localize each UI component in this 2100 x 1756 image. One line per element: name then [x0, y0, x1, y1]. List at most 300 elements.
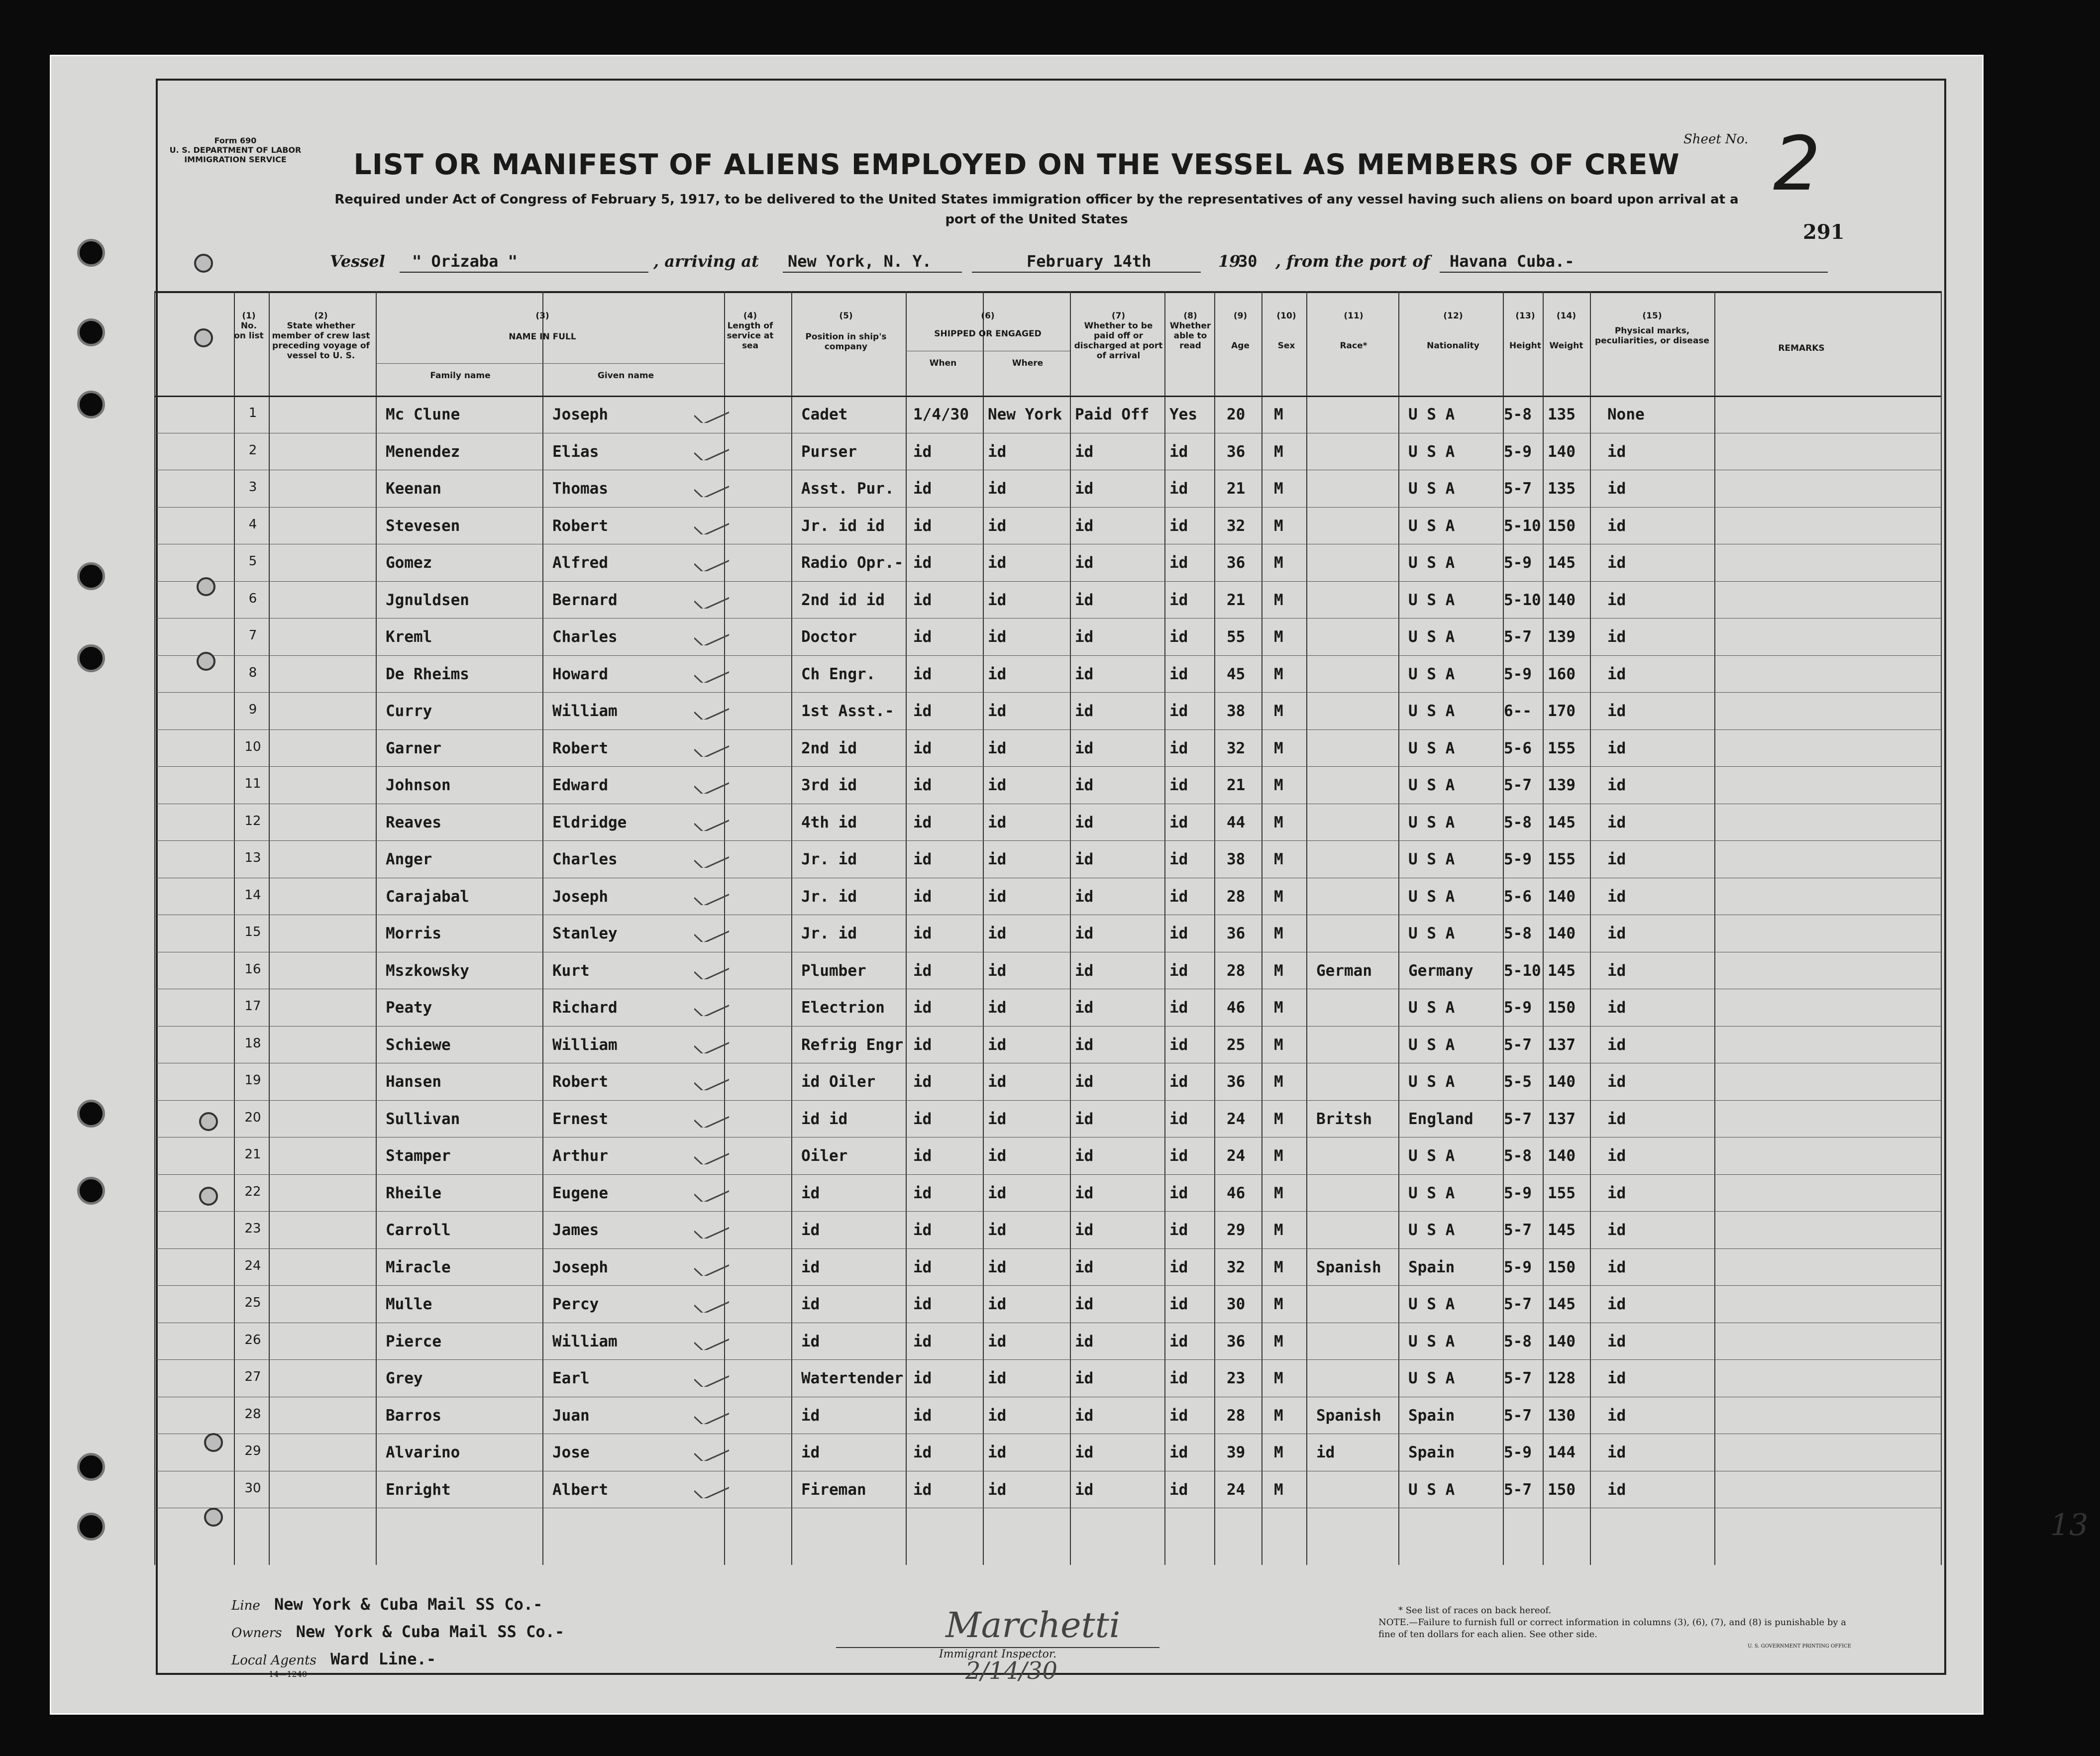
cell-shipped-where: id	[988, 850, 1007, 868]
cell-age: 21	[1227, 480, 1246, 498]
cell-weight: 137	[1548, 1110, 1575, 1128]
punch-hole	[77, 644, 105, 672]
from-port-label: , from the port of	[1275, 252, 1430, 271]
cell-nationality: U S A	[1408, 665, 1455, 683]
department-name: U. S. DEPARTMENT OF LABOR	[169, 145, 302, 155]
cell-able-to-read: id	[1169, 1369, 1188, 1387]
cell-position: Purser	[801, 442, 857, 461]
cell-height: 5-7	[1504, 1035, 1532, 1054]
cell-paid-off: id	[1075, 887, 1094, 906]
col-nationality-header: (12) Nationality	[1427, 311, 1479, 351]
cell-given-name: Charles	[552, 628, 618, 646]
row-divider	[154, 1100, 1941, 1101]
cell-nationality: U S A	[1408, 702, 1455, 720]
cell-shipped-when: id	[913, 776, 932, 794]
cell-physical-marks: id	[1607, 1147, 1626, 1165]
cell-shipped-where: id	[988, 1073, 1007, 1091]
check-mark	[694, 1246, 729, 1276]
row-divider	[154, 840, 1941, 841]
row-divider	[154, 655, 1941, 656]
cell-position: Plumber	[801, 961, 866, 980]
col-height-header: (13) Height	[1509, 311, 1541, 351]
cell-weight: 145	[1548, 813, 1575, 831]
punch-hole	[197, 652, 215, 671]
cell-weight: 140	[1548, 442, 1575, 461]
cell-able-to-read: id	[1169, 442, 1188, 461]
cell-height: 5-8	[1504, 1147, 1532, 1165]
cell-height: 5-7	[1504, 480, 1532, 498]
check-mark	[694, 727, 729, 757]
cell-weight: 170	[1548, 702, 1575, 720]
check-mark	[694, 986, 729, 1016]
cell-physical-marks: id	[1607, 739, 1626, 757]
cell-height: 5-7	[1504, 1480, 1532, 1499]
arriving-label: , arriving at	[653, 252, 759, 271]
cell-nationality: U S A	[1408, 1073, 1455, 1091]
row-divider	[154, 1359, 1941, 1360]
punch-hole	[77, 318, 105, 346]
cell-height: 6--	[1504, 702, 1532, 720]
cell-family-name: Peaty	[386, 999, 432, 1017]
cell-height: 5-8	[1504, 406, 1532, 423]
cell-nationality: U S A	[1408, 1369, 1455, 1387]
cell-given-name: Kurt	[552, 961, 590, 980]
column-divider	[376, 291, 377, 1565]
cell-sex: M	[1274, 1406, 1283, 1425]
cell-family-name: Carroll	[386, 1221, 451, 1239]
arriving-port: New York, N. Y.	[788, 252, 932, 271]
cell-sex: M	[1274, 591, 1283, 609]
cell-sex: M	[1274, 480, 1283, 498]
cell-weight: 160	[1548, 665, 1575, 683]
cell-physical-marks: id	[1607, 1184, 1626, 1202]
cell-paid-off: id	[1075, 961, 1094, 980]
cell-physical-marks: None	[1607, 406, 1645, 423]
col-weight-header: (14) Weight	[1549, 311, 1583, 351]
cell-given-name: Earl	[552, 1369, 590, 1387]
cell-sex: M	[1274, 1369, 1283, 1387]
cell-shipped-where: id	[988, 1295, 1007, 1313]
cell-nationality: U S A	[1408, 516, 1455, 535]
cell-physical-marks: id	[1607, 1480, 1626, 1499]
cell-sex: M	[1274, 516, 1283, 535]
cell-paid-off: id	[1075, 480, 1094, 498]
cell-shipped-when: 1/4/30	[913, 406, 969, 423]
column-divider	[1070, 291, 1071, 1565]
vessel-details	[330, 248, 1922, 273]
cell-height: 5-8	[1504, 813, 1532, 831]
cell-able-to-read: id	[1169, 999, 1188, 1017]
from-port: Havana Cuba.-	[1450, 252, 1575, 271]
cell-height: 5-7	[1504, 776, 1532, 794]
cell-weight: 145	[1548, 961, 1575, 980]
cell-able-to-read: id	[1169, 813, 1188, 831]
cell-shipped-when: id	[913, 1332, 932, 1350]
cell-row-number: 12	[244, 813, 261, 828]
cell-given-name: Albert	[552, 1480, 608, 1499]
cell-physical-marks: id	[1607, 516, 1626, 535]
cell-height: 5-8	[1504, 925, 1532, 942]
cell-shipped-when: id	[913, 480, 932, 498]
line-label: Line	[231, 1598, 260, 1613]
agents-label: Local Agents	[231, 1653, 316, 1668]
row-divider	[154, 581, 1941, 582]
row-divider	[154, 1174, 1941, 1175]
cell-given-name: Robert	[552, 516, 608, 535]
cell-position: Asst. Pur.	[801, 480, 894, 498]
cell-sex: M	[1274, 1073, 1283, 1091]
cell-nationality: U S A	[1408, 1147, 1455, 1165]
cell-nationality: U S A	[1408, 554, 1455, 572]
cell-shipped-where: id	[988, 1147, 1007, 1165]
cell-age: 25	[1227, 1035, 1246, 1054]
manifest-subtitle	[225, 190, 1848, 229]
cell-shipped-where: id	[988, 1221, 1007, 1239]
check-mark	[694, 838, 729, 868]
row-divider	[154, 1248, 1941, 1249]
cell-nationality: U S A	[1408, 925, 1455, 942]
cell-paid-off: id	[1075, 739, 1094, 757]
cell-row-number: 18	[244, 1035, 261, 1051]
subtitle-line-2: port of the United States	[945, 212, 1128, 227]
cell-physical-marks: id	[1607, 702, 1626, 720]
cell-position: 2nd id	[801, 739, 857, 757]
column-divider	[1590, 291, 1591, 1565]
cell-paid-off: id	[1075, 1295, 1094, 1313]
cell-nationality: U S A	[1408, 999, 1455, 1017]
cell-able-to-read: Yes	[1169, 406, 1197, 423]
col-no-header: (1) No. on list	[234, 311, 264, 341]
cell-age: 24	[1227, 1110, 1246, 1128]
cell-height: 5-9	[1504, 442, 1532, 461]
cell-nationality: U S A	[1408, 739, 1455, 757]
check-mark	[694, 1394, 729, 1424]
form-number: Form 690	[214, 136, 257, 145]
cell-sex: M	[1274, 850, 1283, 868]
cell-given-name: Joseph	[552, 887, 608, 906]
cell-given-name: Juan	[552, 1406, 590, 1425]
cell-row-number: 27	[244, 1369, 261, 1384]
cell-physical-marks: id	[1607, 554, 1626, 572]
cell-given-name: Percy	[552, 1295, 599, 1313]
cell-row-number: 25	[244, 1295, 261, 1310]
column-divider	[1164, 291, 1165, 1565]
cell-race: Spanish	[1316, 1258, 1381, 1276]
cell-row-number: 17	[244, 999, 261, 1014]
cell-family-name: Johnson	[386, 776, 451, 794]
cell-shipped-where: id	[988, 442, 1007, 461]
cell-position: id	[801, 1258, 820, 1276]
check-mark	[694, 912, 729, 942]
cell-able-to-read: id	[1169, 776, 1188, 794]
cell-physical-marks: id	[1607, 665, 1626, 683]
penalty-note: NOTE.—Failure to furnish full or correct information in columns (3), (6), (7), and (8) is punishable by a fine of ten dollars for each alien. See other side.	[1378, 1617, 1846, 1640]
cell-sex: M	[1274, 776, 1283, 794]
cell-nationality: U S A	[1408, 591, 1455, 609]
cell-race: Spanish	[1316, 1406, 1381, 1425]
cell-row-number: 20	[244, 1110, 261, 1125]
cell-physical-marks: id	[1607, 925, 1626, 942]
cell-shipped-where: id	[988, 887, 1007, 906]
cell-physical-marks: id	[1607, 961, 1626, 980]
form-code: 14—1240	[269, 1669, 308, 1679]
cell-row-number: 9	[248, 702, 257, 717]
column-divider	[1261, 291, 1262, 1565]
cell-sex: M	[1274, 1480, 1283, 1499]
cell-sex: M	[1274, 628, 1283, 646]
cell-sex: M	[1274, 925, 1283, 942]
cell-shipped-when: id	[913, 739, 932, 757]
punch-hole	[77, 1177, 105, 1205]
cell-family-name: Rheile	[386, 1184, 441, 1202]
cell-shipped-when: id	[913, 1221, 932, 1239]
cell-height: 5-6	[1504, 887, 1532, 906]
cell-weight: 150	[1548, 516, 1575, 535]
check-mark	[694, 1468, 729, 1498]
line-value: New York & Cuba Mail SS Co.-	[274, 1595, 543, 1614]
cell-shipped-when: id	[913, 591, 932, 609]
cell-weight: 155	[1548, 739, 1575, 757]
cell-shipped-when: id	[913, 1480, 932, 1499]
cell-weight: 140	[1548, 925, 1575, 942]
cell-given-name: Robert	[552, 739, 608, 757]
cell-sex: M	[1274, 1295, 1283, 1313]
cell-age: 30	[1227, 1295, 1246, 1313]
cell-weight: 140	[1548, 1147, 1575, 1165]
cell-age: 28	[1227, 961, 1246, 980]
cell-family-name: Carajabal	[386, 887, 469, 906]
cell-physical-marks: id	[1607, 628, 1626, 646]
cell-family-name: Kreml	[386, 628, 432, 646]
cell-shipped-when: id	[913, 1258, 932, 1276]
cell-paid-off: id	[1075, 1110, 1094, 1128]
cell-row-number: 11	[244, 776, 261, 791]
cell-family-name: Pierce	[386, 1332, 441, 1350]
cell-shipped-where: id	[988, 1369, 1007, 1387]
cell-given-name: Charles	[552, 850, 618, 868]
cell-given-name: Howard	[552, 665, 608, 683]
col-age-header: (9) Age	[1231, 311, 1250, 351]
cell-row-number: 26	[244, 1332, 261, 1347]
cell-shipped-when: id	[913, 1073, 932, 1091]
cell-able-to-read: id	[1169, 665, 1188, 683]
cell-given-name: Arthur	[552, 1147, 608, 1165]
cell-height: 5-10	[1504, 591, 1541, 609]
cell-sex: M	[1274, 1444, 1283, 1461]
cell-age: 36	[1227, 1332, 1246, 1350]
cell-position: Ch Engr.	[801, 665, 876, 683]
col-service-length-header: (4) Length of service at sea	[727, 311, 774, 351]
column-divider	[906, 291, 907, 1565]
check-mark	[694, 1283, 729, 1313]
cell-position: 1st Asst.-	[801, 702, 894, 720]
cell-physical-marks: id	[1607, 887, 1626, 906]
cell-position: id Oiler	[801, 1073, 876, 1091]
cell-shipped-when: id	[913, 1035, 932, 1054]
cell-age: 32	[1227, 516, 1246, 535]
cell-row-number: 22	[244, 1184, 261, 1199]
cell-age: 46	[1227, 1184, 1246, 1202]
cell-row-number: 16	[244, 961, 261, 977]
punch-hole	[77, 1453, 105, 1481]
punch-hole	[194, 328, 213, 347]
cell-age: 21	[1227, 591, 1246, 609]
cell-age: 36	[1227, 1073, 1246, 1091]
column-divider	[1941, 291, 1942, 1565]
check-mark	[694, 653, 729, 683]
cell-position: id	[801, 1332, 820, 1350]
cell-nationality: Spain	[1408, 1258, 1455, 1276]
cell-nationality: U S A	[1408, 776, 1455, 794]
cell-physical-marks: id	[1607, 1332, 1626, 1350]
inspection-date: 2/14/30	[965, 1657, 1058, 1685]
cell-family-name: Keenan	[386, 480, 441, 498]
punch-hole	[77, 1100, 105, 1128]
cell-able-to-read: id	[1169, 961, 1188, 980]
cell-height: 5-5	[1504, 1073, 1532, 1091]
cell-physical-marks: id	[1607, 1035, 1626, 1054]
cell-given-name: William	[552, 1035, 618, 1054]
cell-age: 55	[1227, 628, 1246, 646]
cell-shipped-when: id	[913, 961, 932, 980]
cell-nationality: U S A	[1408, 1332, 1455, 1350]
cell-shipped-where: id	[988, 665, 1007, 683]
cell-family-name: Menendez	[386, 442, 460, 461]
cell-shipped-when: id	[913, 850, 932, 868]
cell-shipped-where: id	[988, 516, 1007, 535]
cell-row-number: 23	[244, 1221, 261, 1236]
cell-physical-marks: id	[1607, 442, 1626, 461]
cell-given-name: Joseph	[552, 1258, 608, 1276]
cell-age: 32	[1227, 1258, 1246, 1276]
cell-height: 5-10	[1504, 961, 1541, 980]
cell-nationality: U S A	[1408, 406, 1455, 423]
cell-paid-off: id	[1075, 999, 1094, 1017]
cell-paid-off: id	[1075, 702, 1094, 720]
cell-able-to-read: id	[1169, 850, 1188, 868]
cell-able-to-read: id	[1169, 925, 1188, 942]
cell-age: 36	[1227, 925, 1246, 942]
cell-weight: 145	[1548, 554, 1575, 572]
cell-height: 5-9	[1504, 850, 1532, 868]
cell-nationality: U S A	[1408, 1480, 1455, 1499]
cell-weight: 150	[1548, 1258, 1575, 1276]
cell-nationality: England	[1408, 1110, 1473, 1128]
row-divider	[154, 1026, 1941, 1027]
cell-weight: 150	[1548, 1480, 1575, 1499]
cell-position: Radio Opr.-	[801, 554, 904, 572]
cell-family-name: Sullivan	[386, 1110, 460, 1128]
check-mark	[694, 1172, 729, 1202]
cell-given-name: Joseph	[552, 406, 608, 423]
cell-physical-marks: id	[1607, 1369, 1626, 1387]
check-mark	[694, 616, 729, 645]
cell-shipped-where: id	[988, 480, 1007, 498]
cell-shipped-when: id	[913, 442, 932, 461]
cell-age: 36	[1227, 442, 1246, 461]
cell-family-name: Stamper	[386, 1147, 451, 1165]
cell-given-name: Eugene	[552, 1184, 608, 1202]
cell-paid-off: id	[1075, 1258, 1094, 1276]
check-mark	[694, 467, 729, 497]
punch-hole	[77, 562, 105, 590]
col-shipped-header: (6) SHIPPED OR ENGAGED	[934, 311, 1042, 339]
column-divider	[154, 291, 155, 1565]
cell-row-number: 24	[244, 1258, 261, 1273]
col-name-header: (3) NAME IN FULL	[509, 311, 576, 342]
cell-family-name: Miracle	[386, 1258, 451, 1276]
cell-able-to-read: id	[1169, 702, 1188, 720]
subtitle-line-1: Required under Act of Congress of February 5, 1917, to be delivered to the United States immigration officer by the representatives of any vessel having such aliens on board upon arrival at a	[334, 192, 1739, 207]
cell-weight: 140	[1548, 591, 1575, 609]
footer-notes	[1378, 1605, 1851, 1653]
cell-position: 3rd id	[801, 776, 857, 794]
cell-paid-off: id	[1075, 813, 1094, 831]
cell-nationality: U S A	[1408, 813, 1455, 831]
inspector-line: Immigrant Inspector.	[836, 1647, 1159, 1660]
arrival-year: 30	[1238, 252, 1258, 271]
cell-physical-marks: id	[1607, 1444, 1626, 1461]
cell-age: 32	[1227, 739, 1246, 757]
cell-able-to-read: id	[1169, 1332, 1188, 1350]
cell-sex: M	[1274, 665, 1283, 683]
cell-able-to-read: id	[1169, 591, 1188, 609]
cell-able-to-read: id	[1169, 1073, 1188, 1091]
cell-shipped-where: id	[988, 1035, 1007, 1054]
cell-sex: M	[1274, 442, 1283, 461]
row-divider	[154, 729, 1941, 730]
cell-row-number: 15	[244, 925, 261, 939]
cell-family-name: Enright	[386, 1480, 451, 1499]
punch-hole	[197, 577, 215, 596]
cell-position: id	[801, 1184, 820, 1202]
cell-weight: 128	[1548, 1369, 1575, 1387]
cell-shipped-when: id	[913, 628, 932, 646]
footer-owners	[231, 1622, 564, 1641]
cell-row-number: 8	[248, 665, 257, 680]
column-divider	[542, 291, 543, 1565]
cell-shipped-where: id	[988, 591, 1007, 609]
check-mark	[694, 393, 729, 423]
cell-position: 2nd id id	[801, 591, 885, 609]
cell-row-number: 6	[248, 591, 257, 606]
count-mark: 13	[2050, 1508, 2089, 1543]
cell-able-to-read: id	[1169, 516, 1188, 535]
cell-shipped-when: id	[913, 1110, 932, 1128]
cell-family-name: Morris	[386, 925, 441, 942]
check-mark	[694, 1098, 729, 1128]
cell-family-name: Curry	[386, 702, 432, 720]
cell-position: id id	[801, 1110, 848, 1128]
cell-paid-off: id	[1075, 516, 1094, 535]
cell-paid-off: Paid Off	[1075, 406, 1150, 423]
punch-hole	[199, 1112, 218, 1131]
cell-family-name: Grey	[386, 1369, 423, 1387]
cell-paid-off: id	[1075, 1369, 1094, 1387]
cell-age: 46	[1227, 999, 1246, 1017]
vessel-label: Vessel	[330, 252, 385, 271]
cell-shipped-where: id	[988, 702, 1007, 720]
check-mark	[694, 1209, 729, 1239]
cell-given-name: Elias	[552, 442, 599, 461]
cell-physical-marks: id	[1607, 850, 1626, 868]
cell-family-name: Mulle	[386, 1295, 432, 1313]
cell-paid-off: id	[1075, 850, 1094, 868]
check-mark	[694, 1431, 729, 1461]
check-mark	[694, 1060, 729, 1090]
cell-position: Watertender	[801, 1369, 904, 1387]
cell-height: 5-9	[1504, 1444, 1532, 1461]
